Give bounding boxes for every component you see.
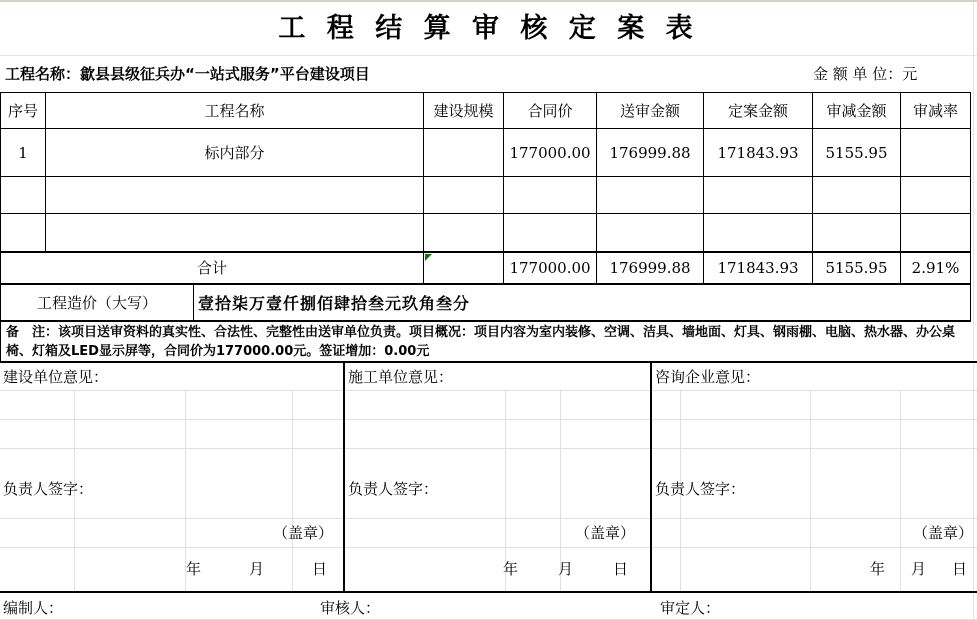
cell-reduction-rate[interactable] [901,177,971,214]
consulting-firm-opinion-panel[interactable] [652,363,977,591]
panel-title: 建设单位意见： [3,368,109,386]
info-row [0,57,977,91]
year-label: 年 [502,560,518,578]
month-label: 月 [248,560,264,578]
page-title: 工 程 结 算 审 核 定 案 表 [0,3,977,56]
preparer-label[interactable]: 编制人： [3,599,64,617]
cell-seq[interactable] [1,214,46,252]
table-row [1,129,971,177]
cell-scale[interactable] [424,129,504,177]
remark-block[interactable]: 备 注：该项目送审资料的真实性、合法性、完整性由送审单位负责。项目概况：项目内容为室内装修、空调、洁具、墙地面、灯具、钢雨棚、电脑、热水器、办公桌椅、灯箱及LED显示屏等，合同价为177000.00元。签证增加：0.00元 [0,322,977,363]
cell-project-name[interactable]: 标内部分 [46,129,424,177]
cell-contract-price[interactable] [504,177,597,214]
cell-finalized-amount[interactable]: 171843.93 [704,129,813,177]
date-line [186,558,327,579]
header-reduction-rate[interactable]: 审减率 [901,93,971,129]
cell-reduced-amount[interactable] [813,214,901,252]
panel-title: 咨询企业意见： [655,368,761,386]
cell-finalized-amount[interactable] [704,177,813,214]
cell-reduction-rate[interactable] [901,214,971,252]
responsible-signature-label: 负责人签字： [3,480,94,498]
footer-signers-row [0,593,977,620]
table-row [1,214,971,252]
table-total-row [1,252,971,284]
cell-finalized-amount[interactable] [704,214,813,252]
cell-total-submitted-amount[interactable]: 176999.88 [597,252,704,284]
cell-seq[interactable]: 1 [1,129,46,177]
cell-total-scale[interactable] [424,252,504,284]
table-header-row [1,93,971,129]
contractor-unit-opinion-panel[interactable] [345,363,652,591]
cell-submitted-amount[interactable]: 176999.88 [597,129,704,177]
cell-total-finalized-amount[interactable]: 171843.93 [704,252,813,284]
date-line [870,558,967,579]
approver-label[interactable]: 审定人： [660,599,721,617]
sheet-top-edge [0,0,977,2]
header-construction-scale[interactable]: 建设规模 [424,93,504,129]
responsible-signature-label: 负责人签字： [655,480,746,498]
seal-label: （盖章） [272,524,333,542]
seal-label: （盖章） [574,524,635,542]
amount-in-words-value[interactable]: 壹拾柒万壹仟捌佰肆拾叁元玖角叁分 [198,294,471,313]
amount-unit-label: 金 额 单 位：元 [813,65,918,83]
cell-error-indicator-triangle [425,254,432,261]
cell-reduced-amount[interactable]: 5155.95 [813,129,901,177]
seal-label: （盖章） [912,524,973,542]
year-label: 年 [185,560,201,578]
cell-project-name[interactable] [46,177,424,214]
amount-in-words-row [0,285,971,322]
amount-in-words-label[interactable]: 工程造价（大写） [1,285,194,320]
reviewer-label[interactable]: 审核人： [320,599,381,617]
cell-submitted-amount[interactable] [597,177,704,214]
cell-scale[interactable] [424,177,504,214]
year-label: 年 [869,560,885,578]
panel-title: 施工单位意见： [348,368,454,386]
day-label: 日 [951,560,967,578]
settlement-table [0,92,971,285]
month-label: 月 [557,560,573,578]
header-submitted-amount[interactable]: 送审金额 [597,93,704,129]
cell-reduced-amount[interactable] [813,177,901,214]
cell-contract-price[interactable] [504,214,597,252]
header-contract-price[interactable]: 合同价 [504,93,597,129]
day-label: 日 [311,560,327,578]
cell-total-contract-price[interactable]: 177000.00 [504,252,597,284]
cell-scale[interactable] [424,214,504,252]
cell-reduction-rate[interactable] [901,129,971,177]
responsible-signature-label: 负责人签字： [348,480,439,498]
cell-project-name[interactable] [46,214,424,252]
header-project-name[interactable]: 工程名称 [46,93,424,129]
table-row [1,177,971,214]
header-seq[interactable]: 序号 [1,93,46,129]
date-line [503,558,628,579]
cell-total-label[interactable]: 合计 [1,252,424,284]
month-label: 月 [910,560,926,578]
cell-contract-price[interactable]: 177000.00 [504,129,597,177]
day-label: 日 [612,560,628,578]
cell-total-reduction-rate[interactable]: 2.91% [901,252,971,284]
header-reduced-amount[interactable]: 审减金额 [813,93,901,129]
opinions-section [0,363,977,593]
header-finalized-amount[interactable]: 定案金额 [704,93,813,129]
cell-seq[interactable] [1,177,46,214]
cell-total-reduced-amount[interactable]: 5155.95 [813,252,901,284]
cell-submitted-amount[interactable] [597,214,704,252]
construction-unit-opinion-panel[interactable] [0,363,345,591]
project-name-label: 工程名称：歙县县级征兵办“一站式服务”平台建设项目 [5,65,370,83]
